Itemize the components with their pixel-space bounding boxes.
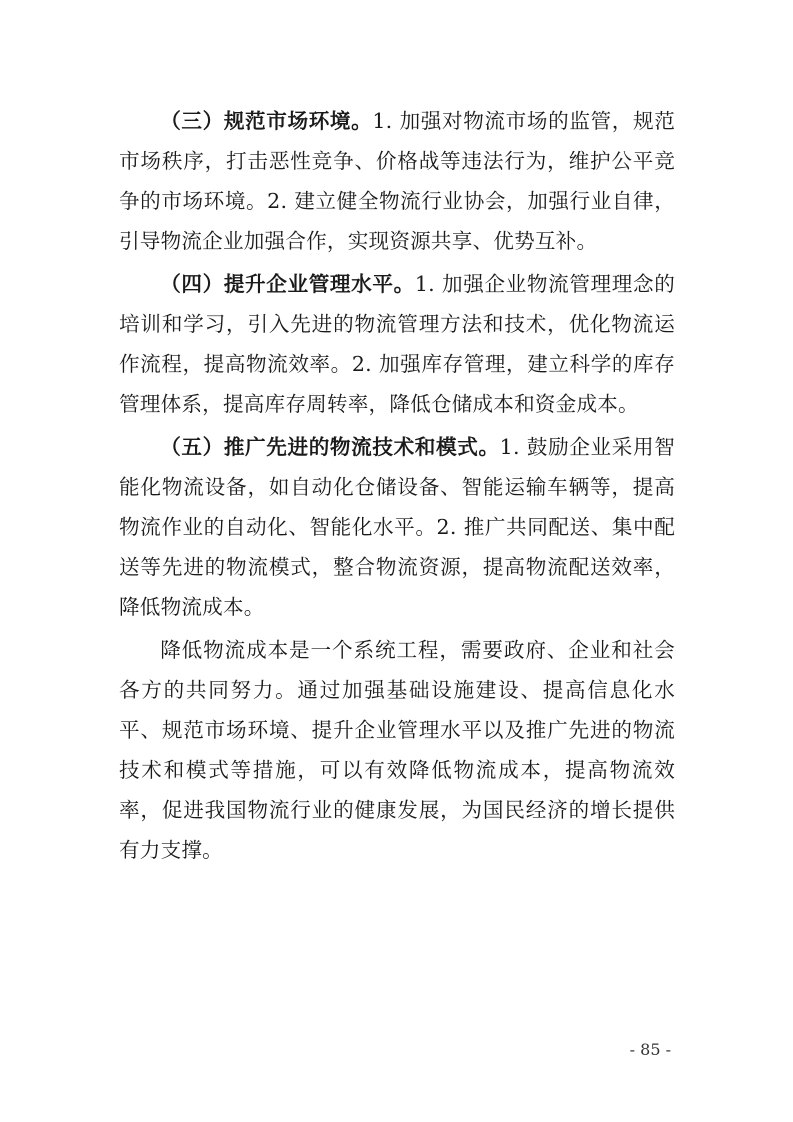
conclusion-paragraph: 降低物流成本是一个系统工程，需要政府、企业和社会各方的共同努力。通过加强基础设施建设、提高信息化水平、规范市场环境、提升企业管理水平以及推广先进的物流技术和模式等措施，可以有效降低物流成本，提高物流效率，促进我国物流行业的健康发展，为国民经济的增长提供有力支撑。 bbox=[119, 638, 675, 862]
section-4-heading: （四）提升企业管理水平。 bbox=[160, 272, 415, 296]
page-number: - 85 - bbox=[629, 1040, 671, 1059]
section-5-heading: （五）推广先进的物流技术和模式。 bbox=[160, 435, 500, 459]
section-5-paragraph bbox=[119, 427, 675, 627]
section-3-heading: （三）规范市场环境。 bbox=[160, 109, 373, 133]
body-text bbox=[119, 101, 675, 870]
section-3-text: 1. 加强对物流市场的监管，规范市场秩序，打击恶性竞争、价格战等违法行为，维护公平竞争的市场环境。2. 建立健全物流行业协会，加强行业自律，引导物流企业加强合作，实现资源共享、优势互补。 bbox=[119, 109, 675, 253]
section-4-paragraph bbox=[119, 264, 675, 424]
section-4-text: 1. 加强企业物流管理理念的培训和学习，引入先进的物流管理方法和技术，优化物流运作流程，提高物流效率。2. 加强库存管理，建立科学的库存管理体系，提高库存周转率，降低仓储成本和资金成本。 bbox=[119, 272, 676, 416]
section-3-paragraph bbox=[119, 101, 675, 261]
section-5-text: 1. 鼓励企业采用智能化物流设备，如自动化仓储设备、智能运输车辆等，提高物流作业的自动化、智能化水平。2. 推广共同配送、集中配送等先进的物流模式，整合物流资源，提高物流配送效率，降低物流成本。 bbox=[119, 435, 675, 619]
